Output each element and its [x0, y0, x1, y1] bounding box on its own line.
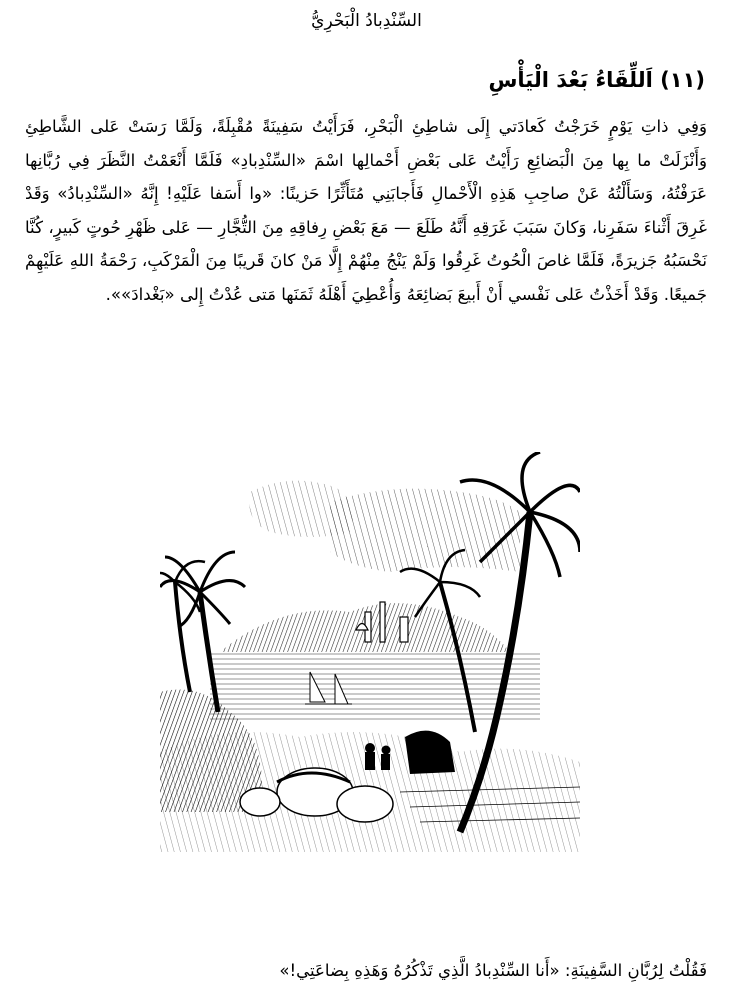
running-head: السِّنْدِبادُ الْبَحْرِيُّ	[311, 11, 422, 31]
beach-palm-trees-drawing	[160, 452, 580, 852]
engraving-illustration	[160, 452, 580, 852]
chapter-title: (١١) اَللِّقَاءُ بَعْدَ الْيَأْسِ	[488, 68, 705, 92]
body-paragraph: وَفِي ذاتِ يَوْمٍ خَرَجْتُ كَعادَتي إِلَى شاطِئِ الْبَحْرِ، فَرَأَيْتُ سَفِينَةً مُقْبِلَةً، وَلَمَّا رَسَتْ عَلى الشَّاطِئِ وَأَنْزَلَتْ ما بِها مِنَ الْبَضائِعِ رَأَيْتُ عَلى بَعْضِ أَحْمالِها اسْمَ «السِّنْدِبادِ» فَلَمَّا أَنْعَمْتُ النَّظَرَ فِي رُبَّانِها عَرَفْتُهُ، وَسَأَلْتُهُ عَنْ صاحِبِ هَذِهِ الْأَحْمالِ فَأَجابَنِي مُتَأَثِّرًا حَزينًا: «وا أَسَفا عَلَيْهِ! إِنَّهُ «السِّنْدِبادُ» وَقَدْ غَرِقَ أَثْناءَ سَفَرِنا، وَكانَ سَبَبَ غَرَقِهِ أَنَّهُ طَلَعَ — مَعَ بَعْضِ رِفاقِهِ مِنَ التُّجَّارِ — عَلى ظَهْرِ حُوتٍ كَبيرٍ، كُنَّا نَحْسَبُهُ جَزيرَةً، فَلَمَّا غاصَ الْحُوتُ غَرِقُوا وَلَمْ يَنْجُ مِنْهُمْ إِلَّا مَنْ كانَ قَريبًا مِنَ الْمَرْكَبِ، رَحْمَةُ اللهِ عَلَيْهِمْ جَميعًا. وَقَدْ أَخَذْتُ عَلى نَفْسي أَنْ أَبيعَ بَضائِعَهُ وَأُعْطِيَ أَهْلَهُ ثَمَنَها مَتى عُدْتُ إِلى «بَغْدادَ»».	[25, 117, 707, 304]
bottom-paragraph: فَقُلْتُ لِرُبَّانِ السَّفِينَةِ: «أَنا السِّنْدِبادُ الَّذِي تَذْكُرُهُ وَهَذِهِ بِضاعَتِي!»	[279, 961, 707, 980]
